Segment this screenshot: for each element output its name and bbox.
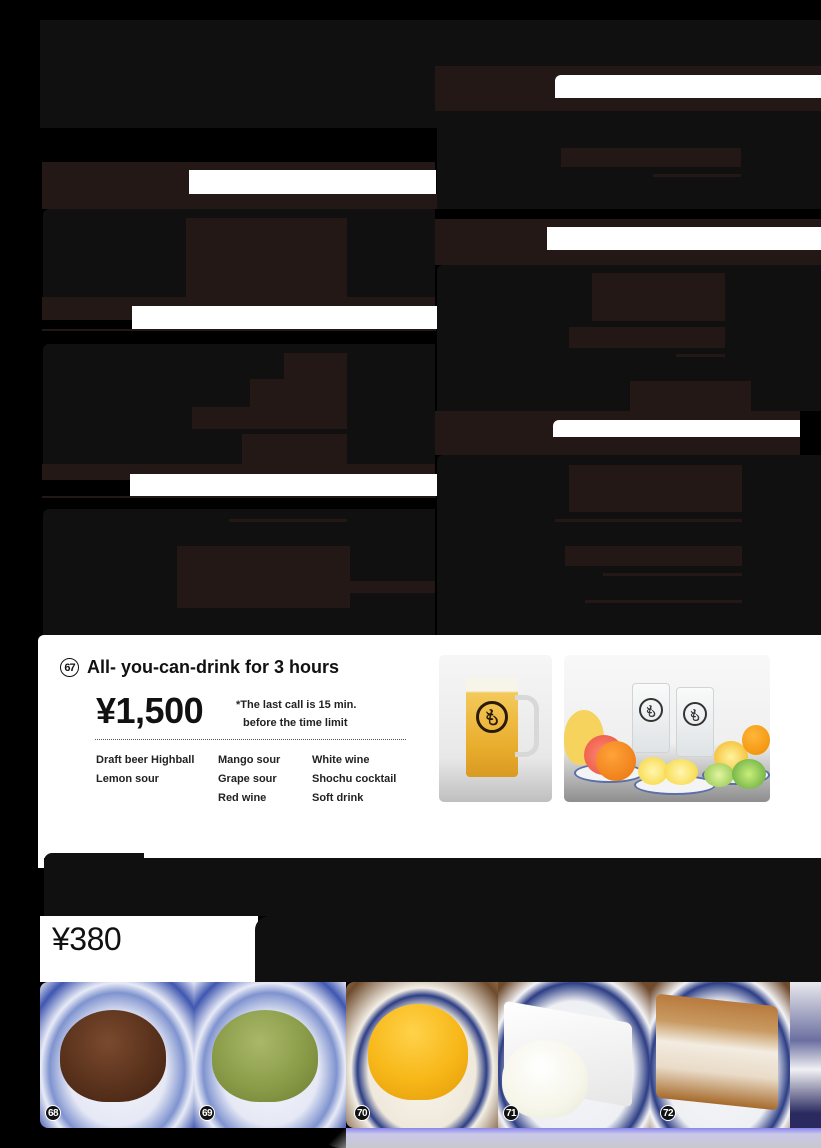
redacted-right-card-2-text-c (630, 381, 751, 411)
redacted-right-card-1-text (561, 148, 741, 167)
redacted-right-card-3-text-a (569, 465, 742, 512)
redacted-left-card-3-rule (229, 519, 347, 522)
syrup-tofu-block (656, 994, 778, 1111)
dessert-row-right-fill (790, 982, 821, 1128)
lemon-half (664, 759, 698, 785)
drink-list-column-1 (96, 751, 218, 808)
redacted-right-label-bar-1 (555, 75, 821, 98)
drink-item: Draft beer Highball (96, 754, 195, 766)
redacted-right-label-bar-3 (553, 420, 800, 437)
dessert-photo-68 (40, 982, 194, 1128)
redacted-right-card-3-rule-c (585, 600, 742, 603)
redacted-left-card-2-text-b (250, 379, 347, 407)
redacted-left-card-3-text (177, 546, 350, 608)
redacted-left-label-bar-2 (132, 306, 437, 329)
redacted-left-card-2-text-d (242, 434, 347, 464)
redacted-right-label-bar-2 (547, 227, 821, 250)
beer-mug-photo (439, 655, 552, 802)
redacted-left-card-3-bar (350, 581, 435, 593)
lime (732, 759, 766, 789)
beer-mug (466, 677, 518, 777)
drink-item: Grape sour (218, 773, 277, 785)
drink-list-column-3 (312, 751, 422, 808)
redacted-dessert-description (255, 916, 821, 982)
redacted-left-card-2-text-c (192, 407, 347, 429)
mug-handle (515, 695, 539, 757)
drink-plan-title-text: All- you-can-drink for 3 hours (87, 657, 340, 677)
sour-glass (632, 683, 670, 753)
sour-glass (676, 687, 714, 757)
redacted-right-card-3-text-b (565, 546, 742, 566)
redacted-right-card-2-text-a (592, 273, 725, 321)
drink-item: Red wine (218, 792, 267, 804)
redacted-right-card-3-rule-b (603, 573, 742, 576)
drink-item: White wine (312, 754, 370, 766)
drink-list-column-2 (218, 751, 312, 808)
bottom-strip (346, 1128, 821, 1148)
last-call-note (236, 696, 356, 732)
citrus-sour-photo (564, 655, 770, 802)
lime-half (704, 763, 734, 787)
drink-list (96, 751, 422, 808)
drink-item: Soft drink (312, 792, 364, 804)
drink-item: Mango sour (218, 754, 281, 766)
dotted-divider (95, 739, 406, 740)
orange (742, 725, 770, 755)
item-number-badge: 69 (199, 1105, 215, 1121)
matcha-scoop (212, 1010, 318, 1102)
redacted-right-card-3-rule-a (555, 519, 742, 522)
redacted-left-rule-1 (42, 329, 436, 331)
item-number-badge: 68 (45, 1105, 61, 1121)
dessert-photo-71 (498, 982, 650, 1128)
redacted-right-card-1-rule (653, 174, 741, 177)
item-number-badge: 71 (503, 1105, 519, 1121)
redacted-right-card-2-text-b (569, 327, 725, 348)
redacted-left-label-bar-3 (130, 474, 437, 496)
last-call-note-line1: *The last call is 15 min. (236, 699, 357, 711)
redacted-left-card-1-text (186, 218, 347, 297)
brand-logo-icon: も (639, 698, 663, 722)
dessert-photo-69 (194, 982, 346, 1128)
drink-item: Lemon sour (96, 773, 159, 785)
dessert-photo-72 (650, 982, 790, 1128)
redacted-left-label-bar-1 (189, 170, 436, 194)
drink-item: Shochu cocktail (312, 773, 397, 785)
orange (596, 741, 636, 781)
redacted-right-card-2-rule (676, 354, 725, 357)
redacted-left-card-2 (43, 344, 435, 464)
brand-logo-icon: も (476, 701, 508, 733)
drink-plan-price: ¥1,500 (96, 690, 204, 731)
redacted-left-rule-2 (42, 496, 436, 498)
brand-logo-icon: も (683, 702, 707, 726)
dessert-photo-70 (346, 982, 498, 1128)
item-number-badge: 72 (660, 1105, 676, 1121)
drink-plan-title (60, 657, 339, 678)
last-call-note-line2: before the time limit (243, 717, 348, 729)
chocolate-scoop (60, 1010, 166, 1102)
dessert-price: ¥380 (52, 921, 122, 957)
item-number-badge: 70 (354, 1105, 370, 1121)
mango-scoop (368, 1004, 468, 1100)
redacted-left-card-2-text-a (284, 353, 347, 379)
desserts-heading-redacted (44, 858, 821, 916)
item-number-badge: 67 (60, 658, 79, 677)
